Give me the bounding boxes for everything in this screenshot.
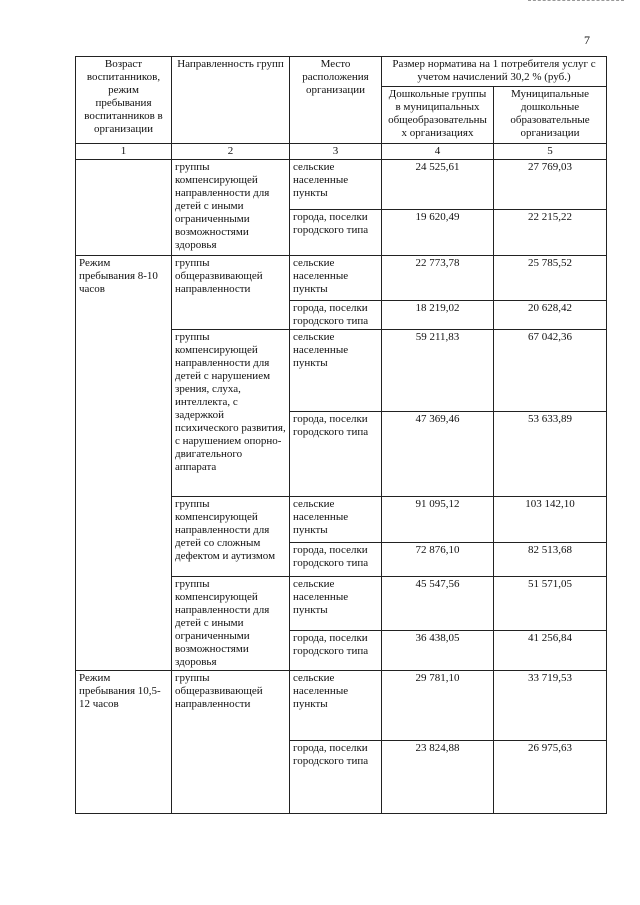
value-cell: 22 773,78 xyxy=(382,256,494,301)
group-cell: группы компенсирующей направленности для детей с нарушением зрения, слуха, интеллекта, с задержкой психического развития, с нарушением опорно-двигательного аппарата xyxy=(172,330,290,497)
location-rural: сельские населенные пункты xyxy=(290,671,382,741)
location-rural: сельские населенные пункты xyxy=(290,577,382,631)
regime-cell: Режим пребывания 8-10 часов xyxy=(76,256,172,671)
location-urban: города, поселки городского типа xyxy=(290,741,382,814)
value-cell: 29 781,10 xyxy=(382,671,494,741)
value-cell: 22 215,22 xyxy=(494,210,607,256)
value-cell: 59 211,83 xyxy=(382,330,494,412)
header-direction: Направленность групп xyxy=(172,57,290,144)
header-municipal-preschool: Муниципальные дошкольные образовательные организации xyxy=(494,87,607,144)
value-cell: 45 547,56 xyxy=(382,577,494,631)
location-rural: сельские населенные пункты xyxy=(290,256,382,301)
page-number: 7 xyxy=(584,33,590,47)
value-cell: 51 571,05 xyxy=(494,577,607,631)
value-cell: 91 095,12 xyxy=(382,497,494,543)
location-rural: сельские населенные пункты xyxy=(290,160,382,210)
location-urban: города, поселки городского типа xyxy=(290,631,382,671)
header-age-regime: Возраст воспитанников, режим пребывания воспитанников в организации xyxy=(76,57,172,144)
value-cell: 41 256,84 xyxy=(494,631,607,671)
value-cell: 47 369,46 xyxy=(382,412,494,497)
value-cell: 18 219,02 xyxy=(382,301,494,330)
location-urban: города, поселки городского типа xyxy=(290,210,382,256)
regime-cell-empty xyxy=(76,160,172,256)
value-cell: 53 633,89 xyxy=(494,412,607,497)
value-cell: 20 628,42 xyxy=(494,301,607,330)
location-urban: города, поселки городского типа xyxy=(290,301,382,330)
group-cell: группы общеразвивающей направленности xyxy=(172,671,290,814)
value-cell: 23 824,88 xyxy=(382,741,494,814)
value-cell: 26 975,63 xyxy=(494,741,607,814)
table-row xyxy=(76,256,607,301)
location-urban: города, поселки городского типа xyxy=(290,543,382,577)
location-urban: города, поселки городского типа xyxy=(290,412,382,497)
value-cell: 103 142,10 xyxy=(494,497,607,543)
value-cell: 72 876,10 xyxy=(382,543,494,577)
header-norm-size: Размер норматива на 1 потребителя услуг с учетом начислений 30,2 % (руб.) xyxy=(382,57,607,87)
value-cell: 25 785,52 xyxy=(494,256,607,301)
top-dashed-line xyxy=(528,0,624,1)
value-cell: 24 525,61 xyxy=(382,160,494,210)
group-cell: группы общеразвивающей направленности xyxy=(172,256,290,330)
value-cell: 36 438,05 xyxy=(382,631,494,671)
column-number: 4 xyxy=(382,144,494,160)
group-cell: группы компенсирующей направленности для детей со сложным дефектом и аутизмом xyxy=(172,497,290,577)
table-row xyxy=(76,671,607,741)
table-row xyxy=(76,160,607,210)
column-number-row xyxy=(76,144,607,160)
value-cell: 19 620,49 xyxy=(382,210,494,256)
header-location: Место расположения организации xyxy=(290,57,382,144)
column-number: 1 xyxy=(76,144,172,160)
normative-table xyxy=(75,56,607,814)
value-cell: 27 769,03 xyxy=(494,160,607,210)
value-cell: 33 719,53 xyxy=(494,671,607,741)
location-rural: сельские населенные пункты xyxy=(290,330,382,412)
location-rural: сельские населенные пункты xyxy=(290,497,382,543)
group-cell: группы компенсирующей направленности для детей с иными ограниченными возможностями здоровья xyxy=(172,160,290,256)
column-number: 3 xyxy=(290,144,382,160)
column-number: 2 xyxy=(172,144,290,160)
header-preschool-groups: Дошкольные группы в муниципальных общеобразовательны х организациях xyxy=(382,87,494,144)
group-cell: группы компенсирующей направленности для детей с иными ограниченными возможностями здоровья xyxy=(172,577,290,671)
value-cell: 82 513,68 xyxy=(494,543,607,577)
header-row-1 xyxy=(76,57,607,87)
value-cell: 67 042,36 xyxy=(494,330,607,412)
column-number: 5 xyxy=(494,144,607,160)
regime-cell: Режим пребывания 10,5-12 часов xyxy=(76,671,172,814)
